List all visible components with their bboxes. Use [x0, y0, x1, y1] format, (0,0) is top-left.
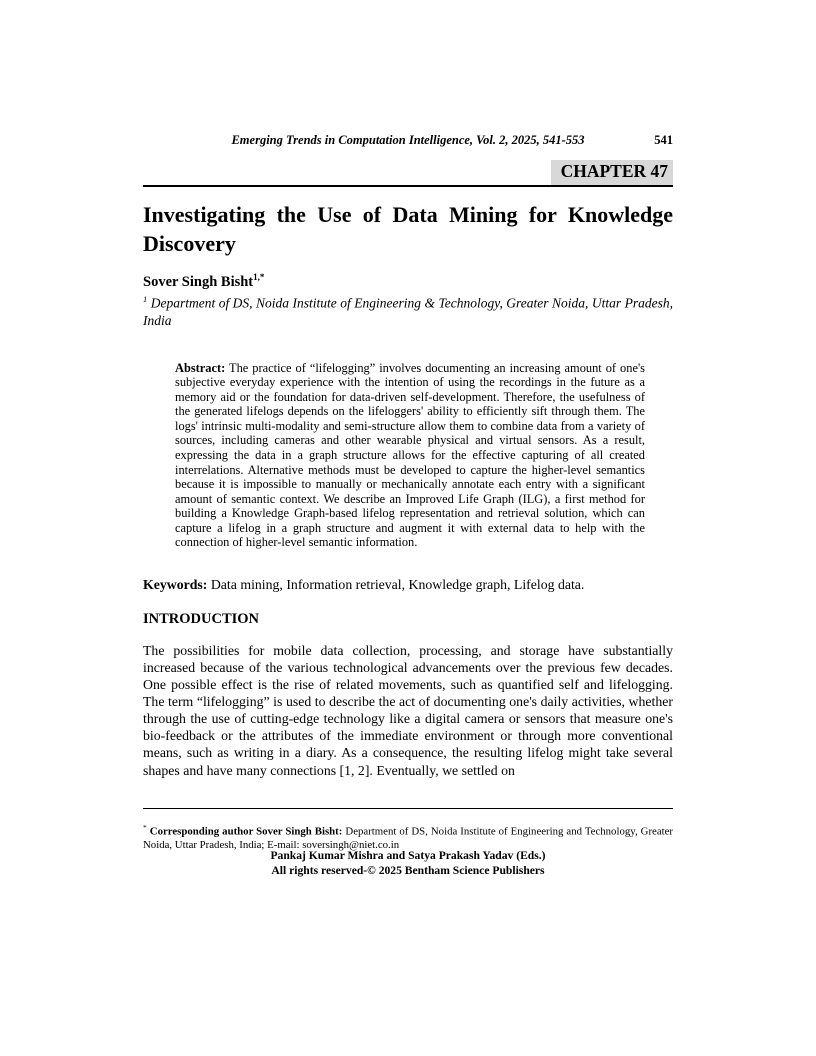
- header-divider-rule: [143, 185, 673, 187]
- footer-rights: All rights reserved-© 2025 Bentham Science Publishers: [271, 863, 545, 877]
- affiliation-text: Department of DS, Noida Institute of Engineering & Technology, Greater Noida, Uttar Pradesh, India: [143, 295, 673, 328]
- keywords-line: [143, 577, 673, 594]
- abstract-paragraph: [175, 361, 645, 550]
- footer-editors: Pankaj Kumar Mishra and Satya Prakash Yadav (Eds.): [270, 849, 546, 862]
- affiliation-superscript: 1: [143, 294, 148, 305]
- chapter-title: Investigating the Use of Data Mining for Knowledge Discovery: [143, 201, 673, 256]
- footnote-divider-rule: [143, 808, 673, 809]
- corresponding-author-footnote: [143, 823, 673, 852]
- author-affiliation: [143, 294, 673, 329]
- chapter-row: [143, 160, 673, 185]
- author-superscript: 1,*: [253, 271, 265, 282]
- section-heading-introduction: INTRODUCTION: [143, 610, 260, 627]
- introduction-paragraph: The possibilities for mobile data collection, processing, and storage have substantially increased because of the various technological advancements over the previous few decades. One possible effect is the rise of related movements, such as quantified self and lifelogging. The term “lifelogging” is used to describe the act of documenting one's daily activities, whether through the use of cutting-edge technology like a digital camera or sensors that measure one's bio-feedback or the attributes of the immediate environment or through more conventional means, such as writing in a diary. As a consequence, the resulting lifelog might take several shapes and have many connections [1, 2]. Eventually, we settled on: [143, 642, 673, 778]
- running-header: [143, 133, 673, 148]
- author-line: [143, 272, 673, 291]
- abstract-label: Abstract:: [175, 360, 226, 375]
- footnote-marker: *: [143, 822, 147, 832]
- corresponding-author-label: Corresponding author Sover Singh Bisht:: [149, 825, 343, 838]
- keywords-label: Keywords:: [143, 576, 208, 592]
- running-title: Emerging Trends in Computation Intelligence, Vol. 2, 2025, 541-553: [231, 133, 585, 147]
- page-number: 541: [654, 133, 673, 147]
- footnote-text: Department of DS, Noida Institute of Engineering and Technology, Greater Noida, Uttar Pradesh, India; E-mail: soversingh@niet.co.in: [143, 825, 674, 851]
- page-content-column: [143, 0, 673, 779]
- chapter-badge: CHAPTER 47: [551, 160, 673, 185]
- page-footer: [143, 849, 673, 879]
- author-name: Sover Singh Bisht: [143, 273, 254, 290]
- keywords-text: Data mining, Information retrieval, Knowledge graph, Lifelog data.: [210, 576, 585, 592]
- abstract-text: The practice of “lifelogging” involves documenting an increasing amount of one's subjective everyday experience with the intention of using the recordings in the future as a memory aid or the foundation for data-driven self-development. Therefore, the usefulness of the generated lifelogs depends on the lifeloggers' ability to efficiently sift through them. The logs' intrinsic multi-modality and semi-structure allow them to combine data from a variety of sources, including cameras and other wearable physical and virtual sensors. As a result, expressing the data in a graph structure allows for the effective capturing of all created interrelations. Alternative methods must be developed to capture the higher-level semantics because it is impossible to manually or mechanically annotate each entry with a significant amount of semantic context. We describe an Improved Life Graph (ILG), a first method for building a Knowledge Graph-based lifelog representation and retrieval solution, which can capture a lifelog in a graph structure and augment it with external data to help with the connection of higher-level semantic information.: [175, 360, 646, 550]
